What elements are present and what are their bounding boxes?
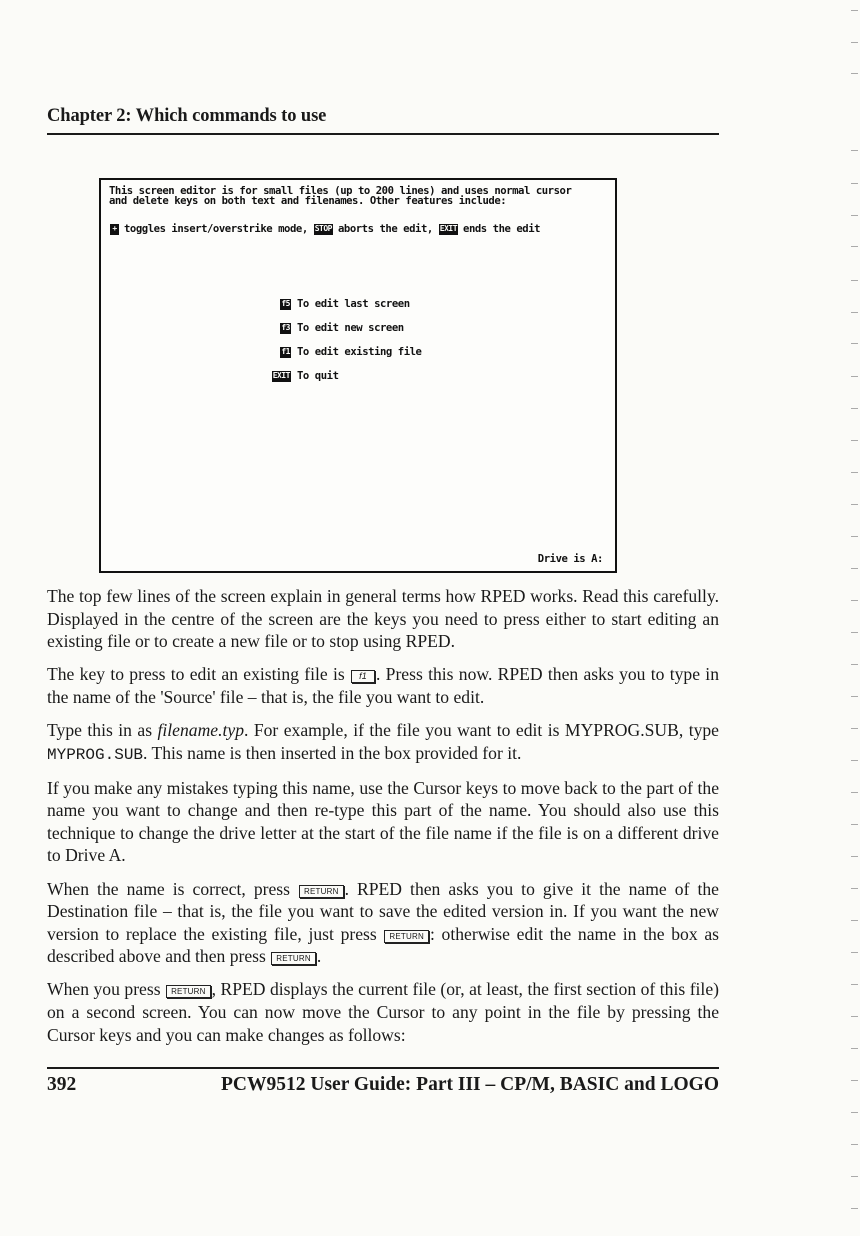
body-text: [47, 585, 719, 1057]
paragraph-display: [47, 978, 719, 1046]
text-run: When the name is correct, press: [47, 878, 299, 899]
stop-key-text: aborts the edit,: [337, 223, 439, 235]
f5-key-icon: f5: [281, 298, 290, 308]
screen-intro-line-1: This screen editor is for small files (up to 200 lines) and uses normal cursor: [109, 185, 572, 197]
paragraph-destination: [47, 878, 719, 968]
menu-item-quit: [251, 364, 422, 388]
text-run: , RPED displays the current file (or, at least, the first section of this file) on a second screen. You can now move the Cursor to any point in the file by pressing the Cursor keys and you can make changes as follows:: [47, 979, 719, 1045]
screen-intro-line-2: and delete keys on both text and filenames. Other features include:: [109, 195, 507, 207]
f3-key-icon: f3: [281, 322, 290, 332]
header-rule: [47, 133, 719, 135]
menu-item-label: To edit last screen: [297, 298, 410, 310]
return-key-icon: RETURN: [384, 930, 429, 943]
screen-intro: [109, 186, 571, 206]
return-key-icon: RETURN: [299, 885, 344, 898]
text-run: Type this in as: [47, 719, 158, 740]
text-run: . RPED then asks you to give it the name of the Destination file – that is, the file you want to save the edited version in. If you want the new version to replace the existing file, just press: [47, 878, 719, 944]
menu-item-label: To edit existing file: [297, 346, 422, 358]
rped-screen-capture: [99, 178, 617, 573]
menu-item-edit-existing-file: [251, 340, 422, 364]
paragraph-type-filename: [47, 719, 719, 766]
page-number: 392: [47, 1074, 77, 1095]
menu-item-edit-new-screen: [251, 316, 422, 340]
f1-key-icon: f1: [351, 670, 375, 683]
text-run: .: [316, 946, 322, 967]
insert-key-icon: +: [110, 224, 119, 235]
paragraph-mistakes: If you make any mistakes typing this name, use the Cursor keys to move back to the part of the name you want to change and then re-type this part of the name. You should also use this technique to change the drive letter at the start of the file name if the file is on a different drive to Drive A.: [47, 777, 719, 866]
book-title: PCW9512 User Guide: Part III – CP/M, BASIC and LOGO: [221, 1074, 719, 1095]
exit-key-icon: EXIT: [272, 370, 290, 380]
text-run: . This name is then inserted in the box provided for it.: [143, 742, 522, 763]
footer-rule: [47, 1067, 719, 1069]
text-run: . Press this now. RPED then asks you to type in the name of the 'Source' file – that is, the file you want to edit.: [47, 664, 719, 707]
return-key-icon: RETURN: [271, 952, 316, 965]
exit-key-icon: EXIT: [439, 223, 458, 233]
page-edge-marks: [846, 0, 860, 1236]
text-run: : otherwise edit the name in the box as described above and then press: [47, 923, 719, 967]
typed-filename: MYPROG.SUB: [47, 745, 144, 764]
insert-key-text: toggles insert/overstrike mode,: [124, 223, 314, 235]
text-run: The key to press to edit an existing file is: [47, 664, 351, 685]
screen-features-line: [110, 223, 540, 235]
paragraph-overview: The top few lines of the screen explain in general terms how RPED works. Read this carefully. Displayed in the centre of the screen are the keys you need to press either to start editing an existing file or to create a new file or to stop using RPED.: [47, 586, 719, 652]
menu-item-label: To edit new screen: [297, 322, 404, 334]
menu-item-label: To quit: [297, 370, 339, 382]
text-run: . For example, if the file you want to edit is MYPROG.SUB, type: [244, 719, 719, 740]
return-key-icon: RETURN: [166, 985, 211, 998]
page-footer: [47, 1074, 719, 1096]
f1-key-icon: f1: [281, 346, 290, 356]
stop-key-icon: STOP: [314, 223, 332, 233]
exit-key-text: ends the edit: [463, 223, 541, 235]
paragraph-edit-key: [47, 663, 719, 708]
screen-menu: [251, 292, 422, 388]
filename-placeholder: filename.typ: [157, 719, 244, 740]
running-head: Chapter 2: Which commands to use: [47, 106, 327, 126]
text-run: When you press: [47, 979, 166, 1000]
drive-status: Drive is A:: [537, 553, 603, 565]
menu-item-edit-last-screen: [251, 292, 422, 316]
